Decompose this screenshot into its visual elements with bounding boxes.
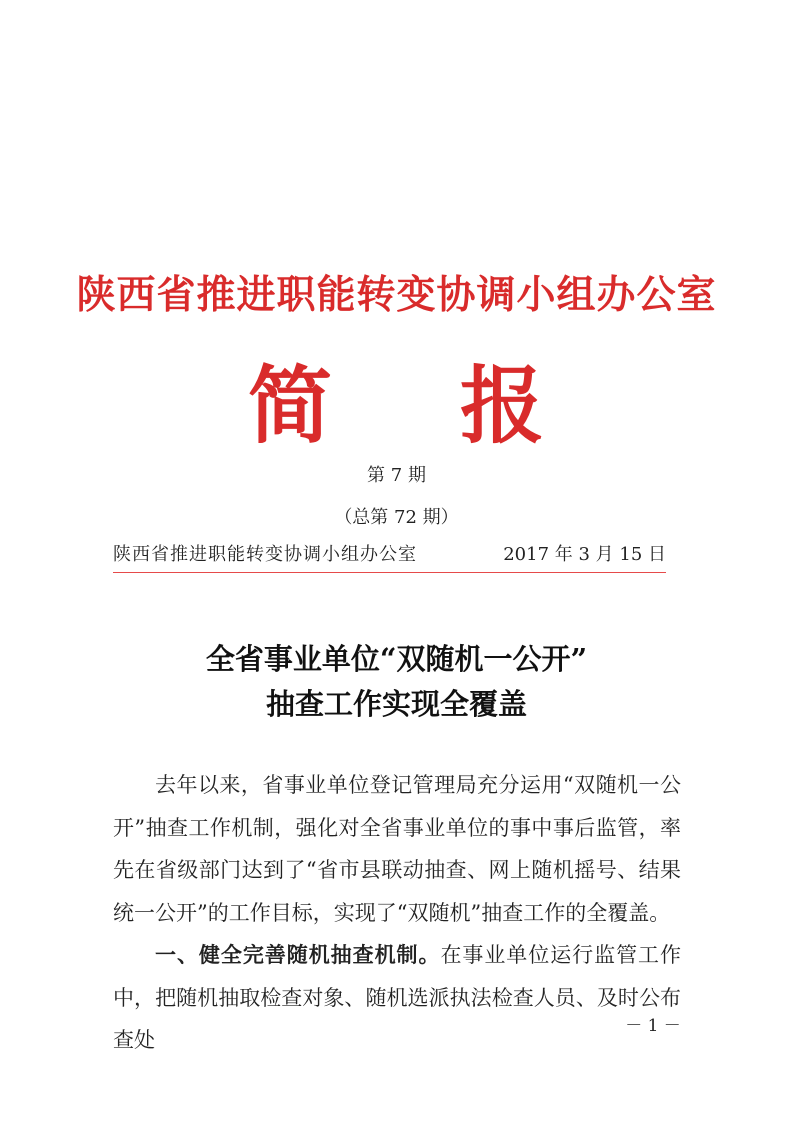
header-divider-rule [113, 572, 666, 573]
page-number: － 1 － [625, 1016, 681, 1036]
total-issue-number: （总第 72 期） [334, 507, 459, 528]
issue-date: 2017 年 3 月 15 日 [503, 544, 666, 565]
section-1-heading: 一、健全完善随机抽查机制。 [155, 943, 441, 967]
issuer-date-line [113, 540, 666, 570]
article-body [113, 764, 681, 1062]
section-1-text: 在事业单位运行监管工作中，把随机抽取检查对象、随机选派执法检查人员、及时公布查处 [113, 943, 682, 1052]
bulletin-title-char-bao: 报 [460, 356, 545, 455]
bulletin-title-char-jian: 简 [248, 356, 333, 455]
issuer-name: 陕西省推进职能转变协调小组办公室 [113, 544, 417, 565]
article-paragraph-2 [113, 934, 681, 1062]
article-title-line-2: 抽查工作实现全覆盖 [265, 687, 527, 721]
article-paragraph-1: 去年以来，省事业单位登记管理局充分运用“双随机一公开”抽查工作机制，强化对全省事业单位的事中事后监管，率先在省级部门达到了“省市县联动抽查、网上随机摇号、结果统一公开”的工作目标，实现了“双随机”抽查工作的全覆盖。 [113, 773, 681, 925]
organization-header: 陕西省推进职能转变协调小组办公室 [76, 272, 717, 318]
issue-number: 第 7 期 [367, 465, 426, 486]
article-title-line-1: 全省事业单位“双随机一公开” [205, 642, 588, 676]
article-title [0, 637, 793, 727]
bulletin-title [0, 356, 793, 460]
